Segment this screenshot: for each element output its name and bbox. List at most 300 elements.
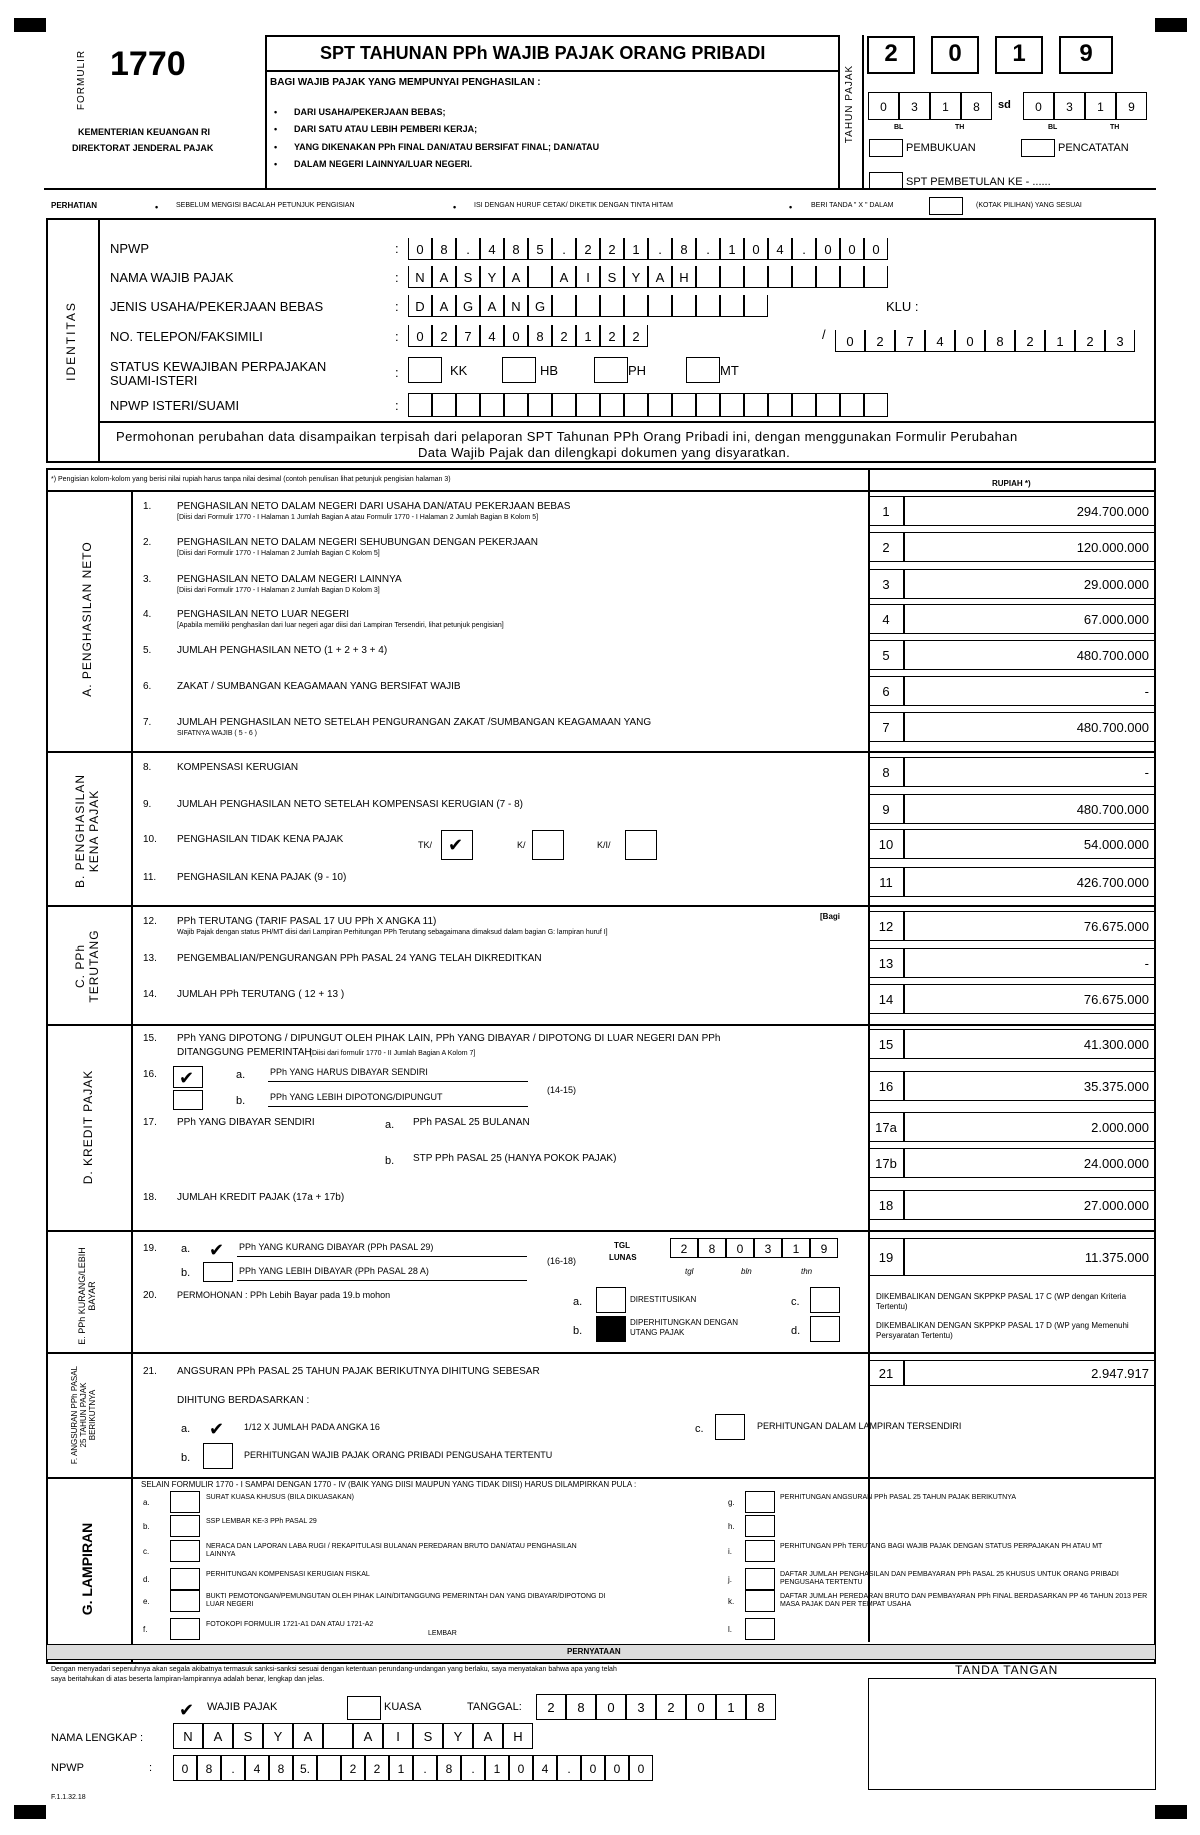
colon: : (149, 1762, 153, 1774)
value-field[interactable]: 29.000.000 (904, 569, 1156, 599)
r20-opt-a-text: DIRESTITUSIKAN (630, 1295, 697, 1304)
corner-mark (14, 18, 46, 32)
npwp-istri-digit[interactable] (816, 393, 840, 417)
status-mt-checkbox[interactable] (686, 357, 720, 383)
r20-opt-c-key: c. (791, 1296, 800, 1308)
kuasa-checkbox[interactable] (347, 1696, 381, 1720)
r19-calc: (16-18) (547, 1256, 577, 1266)
row-no: 21. (143, 1366, 157, 1377)
lampiran-checkbox[interactable] (170, 1618, 200, 1640)
nama-char[interactable]: Y (480, 266, 504, 288)
npwp-istri-digit[interactable] (480, 393, 504, 417)
npwp-istri-digit[interactable] (768, 393, 792, 417)
lampiran-checkbox[interactable] (170, 1515, 200, 1537)
value-19[interactable]: 11.375.000 (904, 1238, 1156, 1276)
r16a-text: PPh YANG HARUS DIBAYAR SENDIRI (270, 1067, 428, 1077)
npwp-istri-digit[interactable] (840, 393, 864, 417)
npwp-digit[interactable]: 0 (629, 1755, 653, 1781)
row-no: 11. (143, 872, 157, 883)
tanggal-digit[interactable]: 0 (596, 1694, 626, 1720)
nama-char[interactable] (864, 266, 888, 288)
lampiran-checkbox[interactable] (745, 1618, 775, 1640)
npwp-digit[interactable]: 4 (480, 238, 504, 260)
lampiran-text: PERHITUNGAN PPh TERUTANG BAGI WAJIB PAJAK DENGAN STATUS PERPAJAKAN PH ATAU MT (780, 1543, 1103, 1550)
lampiran-checkbox[interactable] (745, 1515, 775, 1537)
nama-char[interactable]: A (552, 266, 576, 288)
jenis-char[interactable] (624, 295, 648, 317)
tgl-lunas-digit[interactable]: 8 (698, 1238, 726, 1258)
row-text: JUMLAH PENGHASILAN NETO SETELAH PENGURANGAN ZAKAT /SUMBANGAN KEAGAMAAN YANG (177, 717, 652, 728)
npwp-digit[interactable]: 8 (432, 238, 456, 260)
nama-char[interactable] (816, 266, 840, 288)
npwp-digit[interactable]: 2 (365, 1755, 389, 1781)
lampiran-checkbox[interactable] (745, 1590, 775, 1612)
wajib-pajak-label: WAJIB PAJAK (207, 1701, 278, 1713)
tgl-lunas-digit[interactable]: 0 (726, 1238, 754, 1258)
fax-digit[interactable]: 3 (1105, 330, 1135, 352)
npwp-istri-digit[interactable] (648, 393, 672, 417)
pembukuan-checkbox[interactable] (869, 139, 903, 157)
npwp-digit[interactable]: 0 (509, 1755, 533, 1781)
npwp-digit[interactable]: 2 (341, 1755, 365, 1781)
lampiran-text: SSP LEMBAR KE-3 PPh PASAL 29 (206, 1518, 317, 1525)
status-hb-checkbox[interactable] (502, 357, 536, 383)
line-number: 17b (868, 1148, 904, 1178)
lampiran-intro: SELAIN FORMULIR 1770 - I SAMPAI DENGAN 1770 - IV (BAIK YANG DIISI MAUPUN YANG TIDAK DIISI) HARUS DILAMPIRKAN PULA : (141, 1480, 637, 1489)
jenis-char[interactable] (648, 295, 672, 317)
fax-digit[interactable]: 2 (1015, 330, 1045, 352)
npwp-istri-digit[interactable] (864, 393, 888, 417)
npwp-digit[interactable]: . (552, 238, 576, 260)
npwp-istri-digit[interactable] (576, 393, 600, 417)
pencatatan-checkbox[interactable] (1021, 139, 1055, 157)
value-field[interactable]: 480.700.000 (904, 794, 1156, 824)
line-number: 12 (868, 911, 904, 941)
bln-sub: bln (741, 1267, 752, 1276)
tgl-lunas-digit[interactable]: 9 (810, 1238, 838, 1258)
value-field[interactable]: 76.675.000 (904, 911, 1156, 941)
tanggal-digit[interactable]: 8 (746, 1694, 776, 1720)
value-field[interactable]: - (904, 948, 1156, 978)
npwp-istri-digit[interactable] (408, 393, 432, 417)
lampiran-key: k. (728, 1597, 735, 1606)
bullet-text: DALAM NEGERI LAINNYA/LUAR NEGERI. (294, 159, 473, 169)
row-15-sub: [Diisi dari formulir 1770 - II Jumlah Bagian A Kolom 7] (310, 1050, 476, 1057)
year-digit[interactable]: 0 (931, 36, 979, 74)
fax-digit[interactable]: 2 (865, 330, 895, 352)
value-21[interactable]: 2.947.917 (904, 1360, 1156, 1386)
npwp-istri-digit[interactable] (432, 393, 456, 417)
ptkp-ki-checkbox[interactable] (625, 830, 657, 860)
npwp-digit[interactable]: . (413, 1755, 437, 1781)
nama-char[interactable]: I (576, 266, 600, 288)
line-number: 3 (868, 569, 904, 599)
lampiran-key: l. (728, 1625, 732, 1634)
opt-a: a. (236, 1069, 246, 1081)
npwp-digit[interactable]: 0 (840, 238, 864, 260)
status-label-2: SUAMI-ISTERI (110, 373, 198, 388)
telepon-digit[interactable]: 0 (504, 325, 528, 347)
npwp-istri-digit[interactable] (744, 393, 768, 417)
jenis-char[interactable]: A (432, 295, 456, 317)
corner-mark (14, 1805, 46, 1819)
telepon-digit[interactable]: 2 (624, 325, 648, 347)
fax-digit[interactable]: 0 (955, 330, 985, 352)
status-hb-label: HB (540, 363, 559, 378)
nama-lengkap-char[interactable]: I (383, 1723, 413, 1749)
npwp-digit[interactable]: . (557, 1755, 581, 1781)
row-15-text2: DITANGGUNG PEMERINTAH (177, 1047, 312, 1058)
lampiran-checkbox[interactable] (170, 1491, 200, 1513)
nama-lengkap-char[interactable]: Y (443, 1723, 473, 1749)
signature-box[interactable] (868, 1678, 1156, 1790)
npwp-digit[interactable]: 5. (293, 1755, 317, 1781)
fax-digit[interactable]: 4 (925, 330, 955, 352)
row-sub: SIFATNYA WAJIB ( 5 - 6 ) (177, 730, 257, 737)
formulir-label: FORMULIR (76, 49, 87, 111)
r19b-checkbox[interactable] (203, 1262, 233, 1282)
npwp-digit[interactable]: 2 (600, 238, 624, 260)
lampiran-text: SURAT KUASA KHUSUS (BILA DIKUASAKAN) (206, 1494, 354, 1501)
year-digit[interactable]: 1 (995, 36, 1043, 74)
npwp-digit[interactable]: . (461, 1755, 485, 1781)
nama-lengkap-char[interactable]: A (353, 1723, 383, 1749)
npwp-digit[interactable]: 8 (504, 238, 528, 260)
telepon-digit[interactable]: 7 (456, 325, 480, 347)
period-from-digit[interactable]: 3 (899, 92, 930, 120)
nama-lengkap-char[interactable]: S (233, 1723, 263, 1749)
opt-a: a. (181, 1423, 191, 1435)
jenis-char[interactable] (744, 295, 768, 317)
fax-digit[interactable]: 0 (835, 330, 865, 352)
r20-opt-d-text: DIKEMBALIKAN DENGAN SKPPKP PASAL 17 D (WP yang Memenuhi Persyaratan Tertentu) (876, 1321, 1129, 1341)
value-field[interactable]: 67.000.000 (904, 604, 1156, 634)
row-no: 15. (143, 1033, 157, 1044)
check-icon: ✔ (448, 835, 464, 855)
npwp-istri-digit[interactable] (504, 393, 528, 417)
section-c-label-2: TERUTANG (86, 929, 101, 1003)
ptkp-tk-label: TK/ (418, 840, 433, 850)
telepon-digit[interactable]: 4 (480, 325, 504, 347)
perhatian-item: ISI DENGAN HURUF CETAK/ DIKETIK DENGAN TINTA HITAM (474, 202, 674, 209)
r20-opt-a-key: a. (573, 1296, 583, 1308)
sample-checkbox (929, 197, 963, 215)
period-from-digit[interactable]: 8 (961, 92, 992, 120)
opt-a: a. (181, 1243, 191, 1255)
npwp-istri-digit[interactable] (624, 393, 648, 417)
npwp-digit[interactable]: 4 (533, 1755, 557, 1781)
corner-mark (1155, 1805, 1187, 1819)
nama-char[interactable]: S (456, 266, 480, 288)
npwp-digit[interactable]: 8 (197, 1755, 221, 1781)
opt-b: b. (181, 1267, 191, 1279)
lampiran-text: BUKTI PEMOTONGAN/PEMUNGUTAN OLEH PIHAK LAIN/DITANGGUNG PEMERINTAH DAN YANG DIBAYAR/DIPOTONG DI LUAR NEGERI (206, 1593, 606, 1609)
year-digit[interactable]: 2 (867, 36, 915, 74)
jenis-char[interactable]: G (456, 295, 480, 317)
tanggal-digit[interactable]: 3 (626, 1694, 656, 1720)
telepon-digit[interactable]: 2 (552, 325, 576, 347)
notice-line2: Data Wajib Pajak dan dilengkapi dokumen yang disyaratkan. (418, 445, 791, 460)
value-field[interactable]: 41.300.000 (904, 1029, 1156, 1059)
lampiran-checkbox[interactable] (745, 1491, 775, 1513)
telepon-digit[interactable]: 2 (600, 325, 624, 347)
r20-opt-d-checkbox[interactable] (810, 1316, 840, 1342)
ptkp-ki-label: K/I/ (597, 840, 611, 850)
value-field[interactable]: 24.000.000 (904, 1148, 1156, 1178)
npwp-digit[interactable]: 0 (173, 1755, 197, 1781)
value-field[interactable]: 480.700.000 (904, 712, 1156, 742)
r19a-checkbox[interactable] (203, 1238, 233, 1260)
line-number: 16 (868, 1071, 904, 1101)
jenis-char[interactable]: N (504, 295, 528, 317)
nama-char[interactable]: A (432, 266, 456, 288)
lampiran-checkbox[interactable] (745, 1568, 775, 1590)
lampiran-checkbox[interactable] (170, 1540, 200, 1562)
npwp-digit[interactable]: 0 (744, 238, 768, 260)
tanggal-digit[interactable]: 2 (656, 1694, 686, 1720)
nama-char[interactable] (528, 266, 552, 288)
telepon-digit[interactable]: 1 (576, 325, 600, 347)
r17a-text: PPh PASAL 25 BULANAN (413, 1117, 530, 1128)
jenis-char[interactable]: G (528, 295, 552, 317)
line-number: 18 (868, 1190, 904, 1220)
npwp-istri-digit[interactable] (696, 393, 720, 417)
npwp-istri-digit[interactable] (552, 393, 576, 417)
npwp-digit[interactable]: 0 (605, 1755, 629, 1781)
nama-lengkap-char[interactable]: A (473, 1723, 503, 1749)
r20-opt-b-text: DIPERHITUNGKAN DENGAN UTANG PAJAK (630, 1318, 739, 1338)
value-field[interactable]: 2.000.000 (904, 1112, 1156, 1142)
lampiran-key: g. (728, 1498, 735, 1507)
perhatian-item: BERI TANDA " X " DALAM (811, 202, 894, 209)
nama-char[interactable]: A (648, 266, 672, 288)
lampiran-checkbox[interactable] (170, 1590, 200, 1612)
npwp-digit[interactable]: 1 (485, 1755, 509, 1781)
fax-digit[interactable]: 7 (895, 330, 925, 352)
npwp-digit[interactable]: . (792, 238, 816, 260)
status-kk-checkbox[interactable] (408, 357, 442, 383)
line-number: 5 (868, 640, 904, 670)
jenis-char[interactable] (600, 295, 624, 317)
npwp-digit[interactable]: . (696, 238, 720, 260)
value-field[interactable]: 27.000.000 (904, 1190, 1156, 1220)
telepon-digit[interactable]: 8 (528, 325, 552, 347)
r20-opt-c-checkbox[interactable] (810, 1287, 840, 1313)
form-title: SPT TAHUNAN PPh WAJIB PAJAK ORANG PRIBADI (320, 43, 766, 63)
lampiran-text: PERHITUNGAN ANGSURAN PPh PASAL 25 TAHUN PAJAK BERIKUTNYA (780, 1494, 1016, 1501)
npwp-digit[interactable]: 1 (720, 238, 744, 260)
jenis-char[interactable]: D (408, 295, 432, 317)
fax-digit[interactable]: 2 (1075, 330, 1105, 352)
tanggal-digit[interactable]: 8 (566, 1694, 596, 1720)
row-text: ZAKAT / SUMBANGAN KEAGAMAAN YANG BERSIFAT WAJIB (177, 681, 461, 692)
check-icon: ✔ (179, 1068, 195, 1088)
npwp-digit[interactable]: 2 (576, 238, 600, 260)
npwp-digit[interactable]: 4 (245, 1755, 269, 1781)
r16b-checkbox[interactable] (173, 1090, 203, 1110)
npwp-digit[interactable]: 1 (624, 238, 648, 260)
lampiran-checkbox[interactable] (745, 1540, 775, 1562)
npwp-digit[interactable]: . (648, 238, 672, 260)
form-number: 1770 (110, 45, 186, 83)
value-field[interactable]: 480.700.000 (904, 640, 1156, 670)
r21a-checkbox[interactable] (203, 1414, 233, 1440)
nama-lengkap-char[interactable]: A (293, 1723, 323, 1749)
bullet-dot: • (274, 107, 278, 117)
value-field[interactable]: 35.375.000 (904, 1071, 1156, 1101)
tanggal-digit[interactable]: 2 (536, 1694, 566, 1720)
pembukuan-label: PEMBUKUAN (906, 142, 976, 154)
npwp-istri-digit[interactable] (672, 393, 696, 417)
npwp-istri-digit[interactable] (792, 393, 816, 417)
value-field[interactable]: 426.700.000 (904, 867, 1156, 897)
npwp-digit[interactable]: . (221, 1755, 245, 1781)
value-field[interactable]: 76.675.000 (904, 984, 1156, 1014)
npwp-digit[interactable]: 0 (816, 238, 840, 260)
bullet-dot: • (274, 159, 278, 169)
nama-char[interactable] (696, 266, 720, 288)
lampiran-key: i. (728, 1547, 732, 1556)
row-text: KOMPENSASI KERUGIAN (177, 762, 299, 773)
npwp-digit[interactable]: 8 (269, 1755, 293, 1781)
npwp-istri-label: NPWP ISTERI/SUAMI (110, 398, 240, 413)
year-digit[interactable]: 9 (1059, 36, 1113, 74)
section-f-label-3: BERIKUTNYA (87, 1389, 97, 1441)
nama-char[interactable]: N (408, 266, 432, 288)
npwp-digit[interactable]: 0 (864, 238, 888, 260)
row-no: 2. (143, 537, 152, 548)
jenis-char[interactable] (720, 295, 744, 317)
fax-digit[interactable]: 8 (985, 330, 1015, 352)
wajib-pajak-checkbox[interactable] (173, 1696, 203, 1720)
jenis-char[interactable] (672, 295, 696, 317)
nama-lengkap-char[interactable]: A (203, 1723, 233, 1749)
r16-calc: (14-15) (547, 1085, 577, 1095)
jenis-char[interactable]: A (480, 295, 504, 317)
tanggal-digit[interactable]: 1 (716, 1694, 746, 1720)
value-field[interactable]: 294.700.000 (904, 496, 1156, 526)
period-from-digit[interactable]: 1 (930, 92, 961, 120)
row-no: 1. (143, 501, 152, 512)
npwp-istri-digit[interactable] (528, 393, 552, 417)
tanggal-digit[interactable]: 0 (686, 1694, 716, 1720)
npwp-digit[interactable]: 8 (672, 238, 696, 260)
nama-char[interactable] (840, 266, 864, 288)
line-number: 7 (868, 712, 904, 742)
tgl-lunas-digit[interactable]: 3 (754, 1238, 782, 1258)
line-number: 11 (868, 867, 904, 897)
row-text: JUMLAH PENGHASILAN NETO SETELAH KOMPENSASI KERUGIAN (7 - 8) (177, 799, 524, 810)
status-ph-checkbox[interactable] (594, 357, 628, 383)
lampiran-checkbox[interactable] (170, 1568, 200, 1590)
telepon-digit[interactable]: 2 (432, 325, 456, 347)
lembar-label: LEMBAR (428, 1630, 457, 1637)
period-to-digit[interactable]: 9 (1116, 92, 1147, 120)
nama-lengkap-char[interactable]: H (503, 1723, 533, 1749)
rupiah-note: *) Pengisian kolom-kolom yang berisi nilai rupiah harus tanpa nilai desimal (contoh penulisan lihat petunjuk pengisian halaman 3) (51, 476, 451, 483)
th-label: TH (1110, 124, 1120, 131)
pernyataan-text2: saya beritahukan di atas beserta lampiran-lampirannya adalah benar, lengkap dan jelas. (51, 1676, 325, 1683)
r21b-checkbox[interactable] (203, 1443, 233, 1469)
npwp-digit[interactable]: 8 (437, 1755, 461, 1781)
nama-char[interactable] (768, 266, 792, 288)
npwp-digit[interactable]: 0 (408, 238, 432, 260)
r21-text: ANGSURAN PPh PASAL 25 TAHUN PAJAK BERIKUTNYA DIHITUNG SEBESAR (177, 1366, 540, 1377)
row-text: PENGHASILAN NETO DALAM NEGERI DARI USAHA DAN/ATAU PEKERJAAN BEBAS (177, 501, 571, 512)
npwp-istri-digit[interactable] (720, 393, 744, 417)
ptkp-k-checkbox[interactable] (532, 830, 564, 860)
r16a-checkbox[interactable] (173, 1066, 203, 1088)
nama-char[interactable] (744, 266, 768, 288)
value-field[interactable]: 120.000.000 (904, 532, 1156, 562)
npwp-digit[interactable]: 4 (768, 238, 792, 260)
period-to-digit[interactable]: 1 (1085, 92, 1116, 120)
lampiran-text: NERACA DAN LAPORAN LABA RUGI / REKAPITULASI BULANAN PEREDARAN BRUTO DAN/ATAU PENGHASILAN LAINNYA (206, 1543, 577, 1559)
npwp-digit[interactable]: 1 (389, 1755, 413, 1781)
npwp-digit[interactable]: 5 (528, 238, 552, 260)
period-to-digit[interactable]: 0 (1023, 92, 1054, 120)
bullet-dot: • (789, 202, 793, 212)
nama-char[interactable]: S (600, 266, 624, 288)
npwp-digit[interactable] (317, 1755, 341, 1781)
slash: / (822, 327, 826, 342)
telepon-digit[interactable]: 0 (408, 325, 432, 347)
lampiran-key: h. (728, 1522, 735, 1531)
npwp-istri-digit[interactable] (456, 393, 480, 417)
nama-lengkap-char[interactable]: Y (263, 1723, 293, 1749)
tanda-tangan-label: TANDA TANGAN (955, 1663, 1059, 1677)
jenis-char[interactable] (696, 295, 720, 317)
status-kk-label: KK (450, 363, 468, 378)
nama-lengkap-char[interactable]: S (413, 1723, 443, 1749)
notice-line1: Permohonan perubahan data disampaikan terpisah dari pelaporan SPT Tahunan PPh Orang Pribadi ini, dengan menggunakan Formulir Perubahan (116, 429, 1018, 444)
r20-opt-b-checkbox[interactable] (596, 1316, 626, 1342)
row-text: JUMLAH PPh TERUTANG ( 12 + 13 ) (177, 989, 345, 1000)
lampiran-text: DAFTAR JUMLAH PEREDARAN BRUTO DAN PEMBAYARAN PPh FINAL BERDASARKAN PP 46 TAHUN 2013 PER MASA PAJAK DAN PER TEMPAT USAHA (780, 1593, 1148, 1609)
nama-char[interactable] (720, 266, 744, 288)
jenis-char[interactable] (552, 295, 576, 317)
bullet-dot: • (453, 202, 457, 212)
nama-char[interactable]: Y (624, 266, 648, 288)
value-field[interactable]: 54.000.000 (904, 829, 1156, 859)
row-sub: [Diisi dari Formulir 1770 - I Halaman 2 Jumlah Bagian C Kolom 5] (177, 550, 380, 557)
r20-opt-a-checkbox[interactable] (596, 1287, 626, 1313)
value-field[interactable]: - (904, 757, 1156, 787)
nama-char[interactable]: A (504, 266, 528, 288)
period-to-digit[interactable]: 3 (1054, 92, 1085, 120)
npwp-istri-digit[interactable] (600, 393, 624, 417)
lunas-label: LUNAS (609, 1253, 637, 1262)
fax-digit[interactable]: 1 (1045, 330, 1075, 352)
line-number: 2 (868, 532, 904, 562)
jenis-char[interactable] (576, 295, 600, 317)
value-field[interactable]: - (904, 676, 1156, 706)
nama-char[interactable] (792, 266, 816, 288)
nama-lengkap-char[interactable]: N (173, 1723, 203, 1749)
npwp-digit[interactable]: 0 (581, 1755, 605, 1781)
tgl-lunas-digit[interactable]: 2 (670, 1238, 698, 1258)
npwp-digit[interactable]: . (456, 238, 480, 260)
ptkp-tk-checkbox[interactable] (441, 830, 473, 860)
nama-lengkap-char[interactable] (323, 1723, 353, 1749)
nama-label: NAMA WAJIB PAJAK (110, 270, 234, 285)
r21c-checkbox[interactable] (715, 1414, 745, 1440)
tgl-lunas-digit[interactable]: 1 (782, 1238, 810, 1258)
opt-b: b. (181, 1452, 191, 1464)
nama-char[interactable]: H (672, 266, 696, 288)
period-from-digit[interactable]: 0 (868, 92, 899, 120)
row-text: PENGHASILAN NETO LUAR NEGERI (177, 609, 350, 620)
